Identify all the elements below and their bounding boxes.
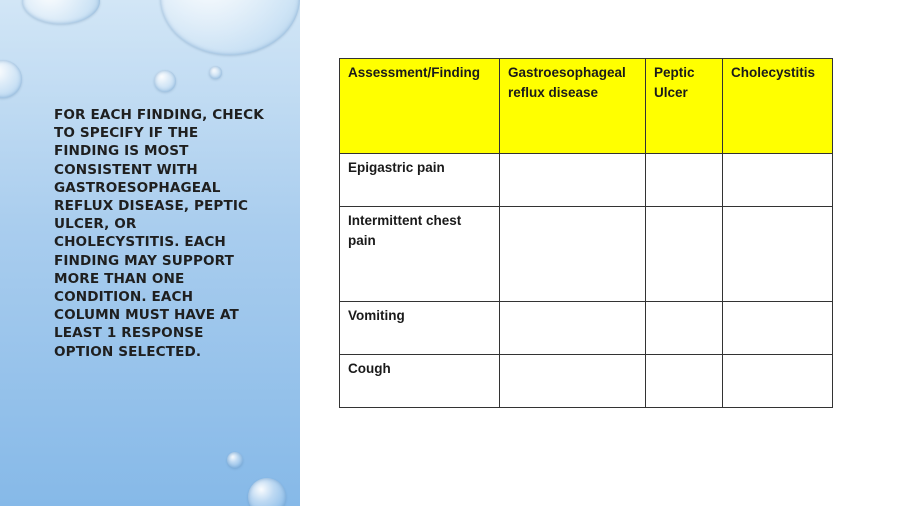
finding-label: Cough — [340, 355, 500, 408]
response-cell-cholecystitis[interactable] — [723, 355, 833, 408]
finding-label: Epigastric pain — [340, 154, 500, 207]
response-cell-gerd[interactable] — [500, 154, 646, 207]
findings-table — [339, 58, 833, 408]
table-header-row — [340, 59, 833, 154]
response-cell-gerd[interactable] — [500, 355, 646, 408]
bubble-decoration — [22, 0, 100, 24]
response-cell-peptic-ulcer[interactable] — [646, 355, 723, 408]
bubble-decoration — [209, 66, 222, 79]
response-cell-gerd[interactable] — [500, 207, 646, 302]
header-assessment-finding: Assessment/Finding — [340, 59, 500, 154]
table-row — [340, 355, 833, 408]
response-cell-peptic-ulcer[interactable] — [646, 207, 723, 302]
response-cell-peptic-ulcer[interactable] — [646, 154, 723, 207]
header-cholecystitis: Cholecystitis — [723, 59, 833, 154]
decorative-side-panel — [0, 0, 300, 506]
response-cell-cholecystitis[interactable] — [723, 154, 833, 207]
header-gerd: Gastroesophageal reflux disease — [500, 59, 646, 154]
response-cell-peptic-ulcer[interactable] — [646, 302, 723, 355]
bubble-decoration — [248, 478, 286, 506]
bubble-decoration — [0, 60, 22, 98]
header-peptic-ulcer: Peptic Ulcer — [646, 59, 723, 154]
bubble-decoration — [227, 452, 243, 468]
table-row — [340, 207, 833, 302]
finding-label: Intermittent chest pain — [340, 207, 500, 302]
table-row — [340, 154, 833, 207]
bubble-decoration — [154, 70, 176, 92]
response-cell-gerd[interactable] — [500, 302, 646, 355]
instructions-text: FOR EACH FINDING, CHECK TO SPECIFY IF THE FINDING IS MOST CONSISTENT WITH GASTROESOPHAGEAL REFLUX DISEASE, PEPTIC ULCER, OR CHOLECYSTITIS. EACH FINDING MAY SUPPORT MORE THAN ONE CONDITION. EACH COLUMN MUST HAVE AT LEAST 1 RESPONSE OPTION SELECTED. — [54, 107, 264, 360]
response-cell-cholecystitis[interactable] — [723, 207, 833, 302]
response-cell-cholecystitis[interactable] — [723, 302, 833, 355]
finding-label: Vomiting — [340, 302, 500, 355]
bubble-decoration — [160, 0, 300, 55]
table-row — [340, 302, 833, 355]
